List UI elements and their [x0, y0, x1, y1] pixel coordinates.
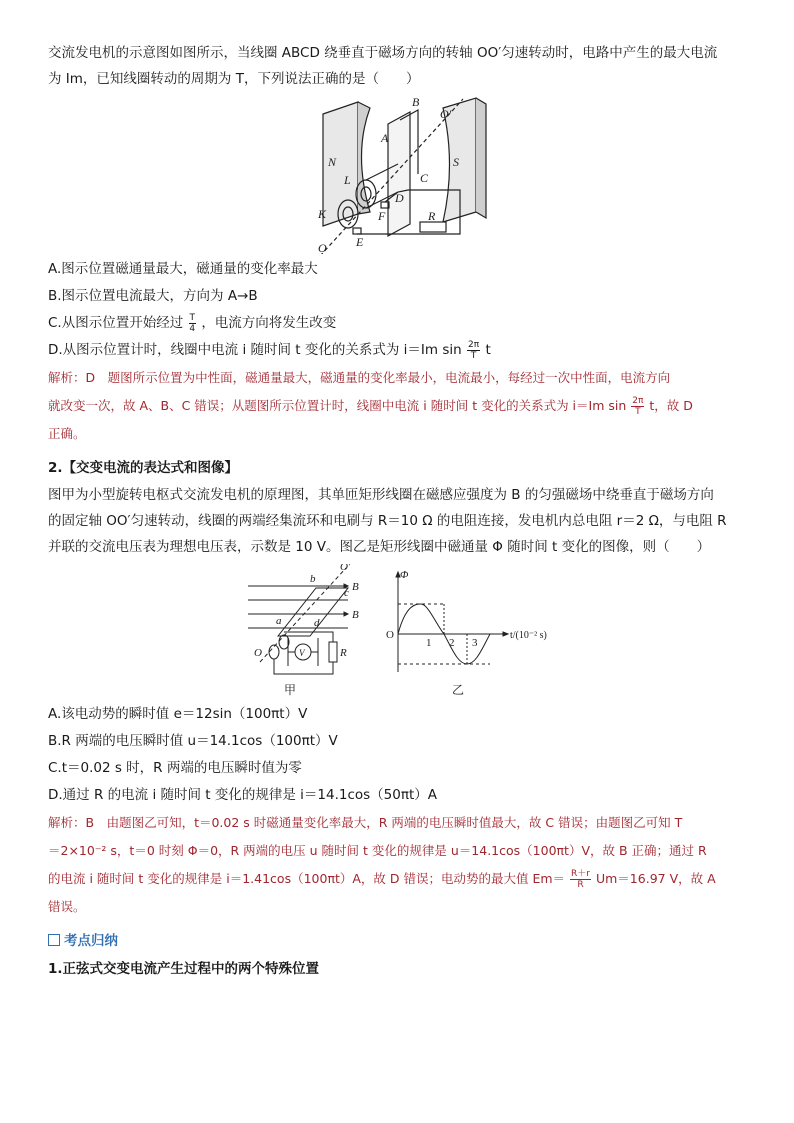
q1-option-a: A.图示位置磁通量最大，磁通量的变化率最大 — [48, 261, 318, 277]
q1-generator-figure — [48, 94, 748, 254]
q1-option-d-fraction — [467, 340, 480, 361]
jia-label-a: a — [276, 615, 282, 627]
q1-analysis-fraction — [631, 396, 644, 417]
label-N: N — [328, 155, 337, 169]
jia-label-R: R — [340, 647, 347, 659]
yi-tick-1: 1 — [426, 637, 432, 649]
q1-option-d-pre: D.从图示位置计时，线圈中电流 i 随时间 t 变化的关系式为 i＝Im sin — [48, 342, 462, 358]
yi-x-label: t/(10⁻² s) — [510, 630, 547, 641]
q1-analysis-frac-den: T — [635, 407, 641, 417]
q2-option-b: B.R 两端的电压瞬时值 u＝14.1cos（100πt）V — [48, 733, 338, 749]
section-subheading: 1.正弦式交变电流产生过程中的两个特殊位置 — [48, 961, 320, 977]
q1-analysis-line1: 解析：D 题图所示位置为中性面，磁通量最大，磁通量的变化率最小，电流最小，每经过一次中性面，电流方向 — [48, 370, 671, 385]
q1-analysis-line2 — [48, 392, 748, 420]
q2-analysis-fraction — [570, 869, 591, 890]
q2-stem-line1: 图甲为小型旋转电枢式交流发电机的原理图，其单匝矩形线圈在磁感应强度为 B 的匀强磁场中绕垂直于磁场方向 — [48, 487, 714, 503]
label-K: K — [318, 207, 327, 221]
label-O-prime: O′ — [440, 107, 452, 121]
jia-label-c: c — [344, 587, 349, 599]
section-title-text: 考点归纳 — [64, 933, 118, 949]
q2-analysis-line3-post: Um＝16.97 V，故 A — [595, 871, 716, 886]
label-E: E — [356, 235, 364, 249]
q1-analysis-frac-num: 2π — [632, 396, 644, 406]
q1-option-d-frac-den: T — [470, 350, 477, 361]
q2-option-a: A.该电动势的瞬时值 e＝12sin（100πt）V — [48, 706, 308, 722]
q2-analysis-frac-num: R＋r — [571, 869, 590, 879]
q2-analysis-line3-pre: 的电流 i 随时间 t 变化的规律是 i＝1.41cos（100πt）A，故 D 错误；电动势的最大值 Em＝ — [48, 871, 566, 886]
q1-option-d-post: t — [485, 342, 491, 358]
q1-option-c-frac-num: T — [189, 312, 196, 323]
label-R: R — [428, 209, 436, 223]
q1-analysis-line3: 正确。 — [48, 426, 86, 441]
q2-figures — [48, 564, 748, 699]
q2-analysis-line4: 错误。 — [48, 899, 86, 914]
q1-option-c-fraction — [189, 313, 197, 334]
yi-y-label: Φ — [400, 569, 409, 581]
jia-label-d: d — [314, 617, 320, 629]
label-D: D — [395, 191, 404, 205]
q2-option-c: C.t＝0.02 s 时，R 两端的电压瞬时值为零 — [48, 760, 302, 776]
generator-diagram — [48, 94, 748, 254]
q1-option-d — [48, 337, 748, 364]
yi-tick-2: 2 — [449, 637, 455, 649]
q2-analysis-line1: 解析：B 由题图乙可知，t＝0.02 s 时磁通量变化率最大，R 两端的电压瞬时值最大，故 C 错误；由题图乙可知 T — [48, 815, 683, 830]
label-F: F — [378, 209, 386, 223]
q2-analysis-frac-den: R — [577, 880, 584, 890]
jia-label-V: V — [299, 648, 305, 658]
checkbox-icon — [48, 934, 60, 946]
q1-analysis-line2-pre: 就改变一次，故 A、B、C 错误；从题图所示位置计时，线圈中电流 i 随时间 t 变化的关系式为 i＝Im sin — [48, 398, 627, 413]
yi-tick-3: 3 — [472, 637, 478, 649]
q1-stem-line1: 交流发电机的示意图如图所示，当线圈 ABCD 绕垂直于磁场方向的转轴 OO′匀速转动时，电路中产生的最大电流 — [48, 45, 718, 61]
q2-analysis-line2: ＝2×10⁻² s，t＝0 时刻 Φ＝0，R 两端的电压 u 随时间 t 变化的规律是 u＝14.1cos（100πt）V，故 B 正确；通过 R — [48, 843, 707, 858]
q1-option-c — [48, 310, 748, 337]
q2-stem-line2: 的固定轴 OO′匀速转动，线圈的两端经集流环和电刷与 R＝10 Ω 的电阻连接，发电机内总电阻 r＝2 Ω，与电阻 R — [48, 513, 727, 529]
q2-heading: 2.【交变电流的表达式和图像】 — [48, 460, 239, 476]
yi-origin-label: O — [386, 629, 394, 641]
jia-caption: 甲 — [284, 683, 297, 697]
label-A: A — [381, 131, 389, 145]
label-C: C — [420, 171, 429, 185]
q1-analysis-line2-post: t，故 D — [649, 398, 693, 413]
q1-option-c-post: ，电流方向将发生改变 — [201, 315, 337, 331]
section-title — [48, 927, 748, 955]
q1-stem-line2: 为 Im，已知线圈转动的周期为 T，下列说法正确的是（ ） — [48, 71, 420, 87]
label-S: S — [453, 155, 459, 169]
jia-label-B1: B — [352, 581, 359, 593]
jia-label-b: b — [310, 573, 316, 585]
jia-label-B2: B — [352, 609, 359, 621]
q2-option-d: D.通过 R 的电流 i 随时间 t 变化的规律是 i＝14.1cos（50πt）A — [48, 787, 438, 803]
jia-label-O: O — [254, 647, 262, 659]
q1-option-c-pre: C.从图示位置开始经过 — [48, 315, 184, 331]
jia-label-O-prime: O′ — [340, 564, 351, 573]
document-page — [48, 40, 748, 983]
q2-diagrams — [48, 564, 748, 699]
q1-option-c-frac-den: 4 — [189, 323, 196, 334]
label-B: B — [412, 95, 420, 109]
q2-stem-line3: 并联的交流电压表为理想电压表，示数是 10 V。图乙是矩形线圈中磁通量 Φ 随时间 t 变化的图像，则（ ） — [48, 539, 711, 555]
q1-option-d-frac-num: 2π — [468, 339, 480, 350]
q1-option-b: B.图示位置电流最大，方向为 A→B — [48, 288, 258, 304]
q2-analysis-line3 — [48, 865, 748, 893]
label-O: O — [318, 241, 327, 254]
yi-caption: 乙 — [452, 683, 465, 697]
label-L: L — [344, 173, 351, 187]
